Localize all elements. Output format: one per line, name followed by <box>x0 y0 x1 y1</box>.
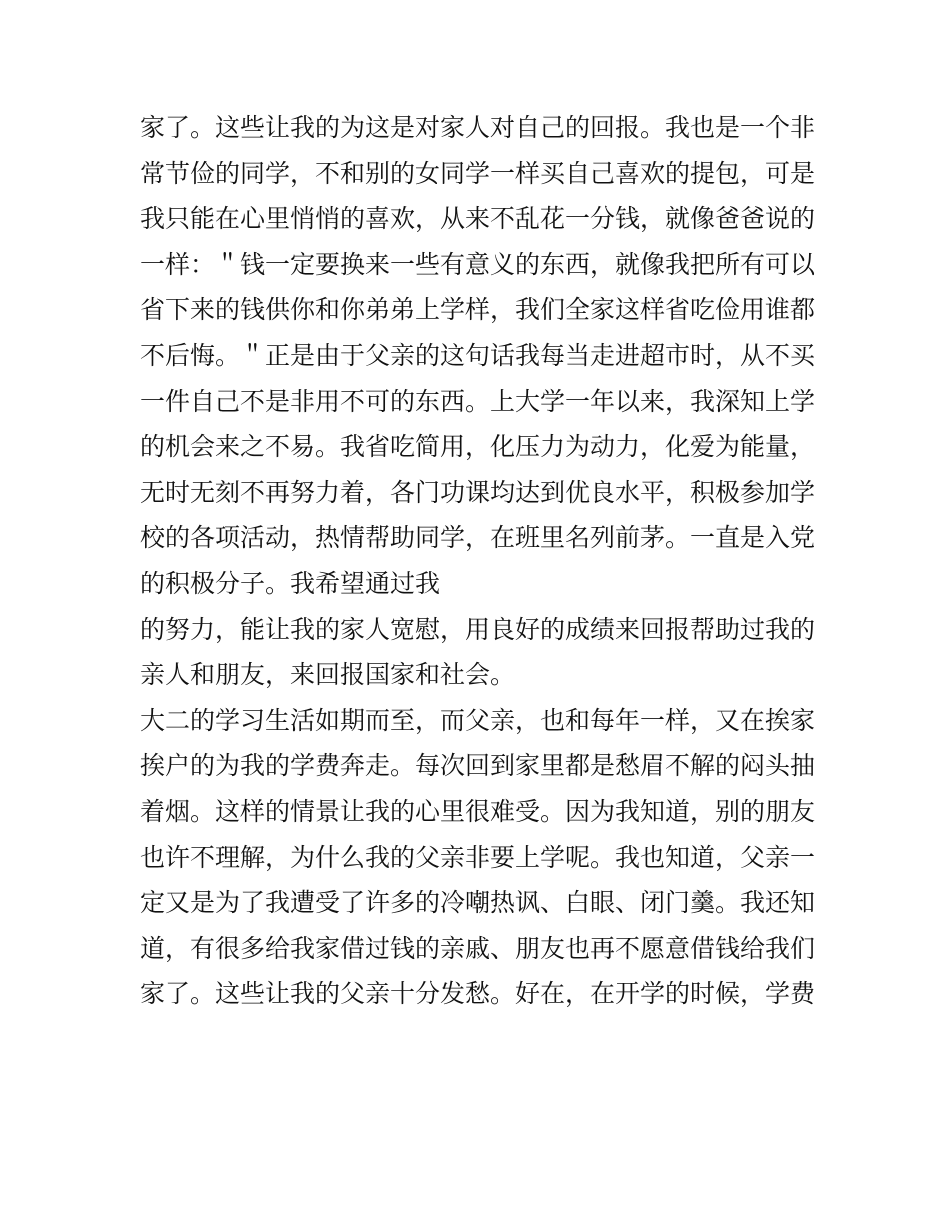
text-line: 校的各项活动，热情帮助同学，在班里名列前茅。一直是入党 <box>140 523 816 553</box>
text-line: 定又是为了我遭受了许多的冷嘲热讽、白眼、闭门羹。我还知 <box>140 888 816 918</box>
text-line: 无时无刻不再努力着，各门功课均达到优良水平，积极参加学 <box>140 477 816 507</box>
text-line: 的机会来之不易。我省吃简用，化压力为动力，化爱为能量， <box>140 432 816 462</box>
body-text <box>140 105 820 1017</box>
text-line: 一件自己不是非用不可的东西。上大学一年以来，我深知上学 <box>140 386 816 416</box>
text-line: 省下来的钱供你和你弟弟上学样，我们全家这样省吃俭用谁都 <box>140 295 816 325</box>
text-line: 的积极分子。我希望通过我 <box>140 568 441 598</box>
text-line: 道，有很多给我家借过钱的亲戚、朋友也再不愿意借钱给我们 <box>140 933 816 963</box>
text-line: 常节俭的同学，不和别的女同学一样买自己喜欢的提包，可是 <box>140 158 816 188</box>
text-line: 也许不理解，为什么我的父亲非要上学呢。我也知道，父亲一 <box>140 842 816 872</box>
text-line: 挨户的为我的学费奔走。每次回到家里都是愁眉不解的闷头抽 <box>140 751 816 781</box>
text-line: 着烟。这样的情景让我的心里很难受。因为我知道，别的朋友 <box>140 796 816 826</box>
text-line: 的努力，能让我的家人宽慰，用良好的成绩来回报帮助过我的 <box>140 614 816 644</box>
text-line: 家了。这些让我的为这是对家人对自己的回报。我也是一个非 <box>140 113 816 142</box>
text-line: 亲人和朋友，来回报国家和社会。 <box>140 660 516 690</box>
text-line: 大二的学习生活如期而至，而父亲，也和每年一样，又在挨家 <box>140 705 816 735</box>
text-line: 家了。这些让我的父亲十分发愁。好在，在开学的时候，学费 <box>140 979 816 1009</box>
text-line: 一样：＂钱一定要换来一些有意义的东西，就像我把所有可以 <box>140 249 816 279</box>
text-line: 我只能在心里悄悄的喜欢，从来不乱花一分钱，就像爸爸说的 <box>140 204 816 234</box>
text-line: 不后悔。＂正是由于父亲的这句话我每当走进超市时，从不买 <box>140 340 816 370</box>
